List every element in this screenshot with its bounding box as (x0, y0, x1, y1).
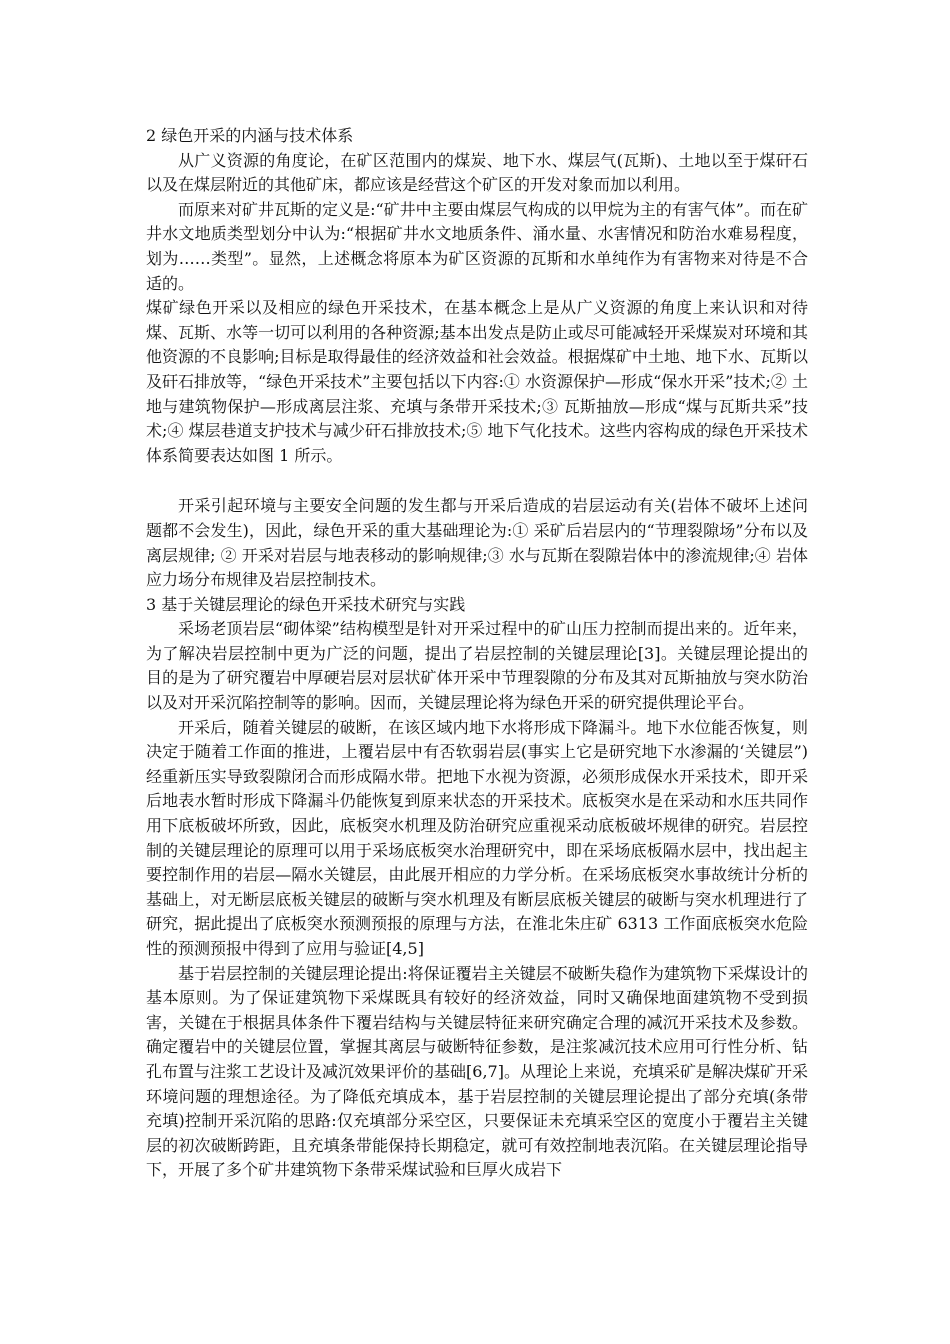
section-3-heading: 3 基于关键层理论的绿色开采技术研究与实践 (146, 594, 466, 614)
section-2-paragraph: 而原来对矿井瓦斯的定义是:“矿井中主要由煤层气构成的以甲烷为主的有害气体”。而在矿井水文地质类型划分中认为:“根据矿井水文地质条件、涌水量、水害情况和防治水难易程度，划为……类型”。显然，上述概念将原本为矿区资源的瓦斯和水单纯作为有害物来对待是不合适的。 (146, 199, 808, 293)
section-2-paragraph: 从广义资源的角度论，在矿区范围内的煤炭、地下水、煤层气(瓦斯)、土地以至于煤矸石以及在煤层附近的其他矿床，都应该是经营这个矿区的开发对象而加以利用。 (146, 150, 808, 195)
section-3-paragraph: 采场老顶岩层“砌体梁”结构模型是针对开采过程中的矿山压力控制而提出来的。近年来，为了解决岩层控制中更为广泛的问题，提出了岩层控制的关键层理论[3]。关键层理论提出的目的是为了研究覆岩中厚硬岩层对层状矿体开采中节理裂隙的分布及其对瓦斯抽放与突水防治以及对开采沉陷控制等的影响。因而，关键层理论将为绿色开采的研究提供理论平台。 (146, 619, 808, 713)
section-2-heading: 2 绿色开采的内涵与技术体系 (146, 126, 354, 145)
section-2-paragraph: 煤矿绿色开采以及相应的绿色开采技术，在基本概念上是从广义资源的角度上来认识和对待煤、瓦斯、水等一切可以利用的各种资源;基本出发点是防止或尽可能减轻开采煤炭对环境和其他资源的不良影响;目标是取得最佳的经济效益和社会效益。根据煤矿中土地、地下水、瓦斯以及矸石排放等，“绿色开采技术”主要包括以下内容:① 水资源保护—形成“保水开采”技术;② 土地与建筑物保护—形成离层注浆、充填与条带开采技术;③ 瓦斯抽放—形成“煤与瓦斯共采”技术;④ 煤层巷道支护技术与减少矸石排放技术;⑤ 地下气化技术。这些内容构成的绿色开采技术体系简要表达如图 1 所示。 (146, 298, 808, 465)
figure-gap (146, 468, 808, 494)
section-3-paragraph: 基于岩层控制的关键层理论提出:将保证覆岩主关键层不破断失稳作为建筑物下采煤设计的基本原则。为了保证建筑物下采煤既具有较好的经济效益，同时又确保地面建筑物不受到损害，关键在于根据具体条件下覆岩结构与关键层特征来研究确定合理的减沉开采技术及参数。确定覆岩中的关键层位置，掌握其离层与破断特征参数，是注浆减沉技术应用可行性分析、钻孔布置与注浆工艺设计及减沉效果评价的基础[6,7]。从理论上来说，充填采矿是解决煤矿开采环境问题的理想途径。为了降低充填成本，基于岩层控制的关键层理论提出了部分充填(条带充填)控制开采沉陷的思路:仅充填部分采空区，只要保证未充填采空区的宽度小于覆岩主关键层的初次破断跨距，且充填条带能保持长期稳定，就可有效控制地表沉陷。在关键层理论指导下，开展了多个矿井建筑物下条带采煤试验和巨厚火成岩下 (146, 963, 808, 1180)
section-2-paragraph: 开采引起环境与主要安全问题的发生都与开采后造成的岩层运动有关(岩体不破坏上述问题都不会发生)，因此，绿色开采的重大基础理论为:① 采矿后岩层内的“节理裂隙场”分布以及离层规律; ② 开采对岩层与地表移动的影响规律;③ 水与瓦斯在裂隙岩体中的渗流规律;④ 岩体应力场分布规律及岩层控制技术。 (146, 496, 808, 590)
section-3-paragraph: 开采后，随着关键层的破断，在该区域内地下水将形成下降漏斗。地下水位能否恢复，则决定于随着工作面的推进，上覆岩层中有否软弱岩层(事实上它是研究地下水渗漏的‘关键层”)经重新压实导致裂隙闭合而形成隔水带。把地下水视为资源，必须形成保水开采技术，即开采后地表水暂时形成下降漏斗仍能恢复到原来状态的开采技术。底板突水是在采动和水压共同作用下底板破坏所致，因此，底板突水机理及防治研究应重视采动底板破坏规律的研究。岩层控制的关键层理论的原理可以用于采场底板突水治理研究中，即在采场底板隔水层中，找出起主要控制作用的岩层—隔水关键层，由此展开相应的力学分析。在采场底板突水事故统计分析的基础上，对无断层底板关键层的破断与突水机理及有断层底板关键层的破断与突水机理进行了研究，据此提出了底板突水预测预报的原理与方法，在淮北朱庄矿 6313 工作面底板突水危险性的预测预报中得到了应用与验证[4,5] (146, 717, 808, 958)
document-page (146, 124, 808, 1183)
